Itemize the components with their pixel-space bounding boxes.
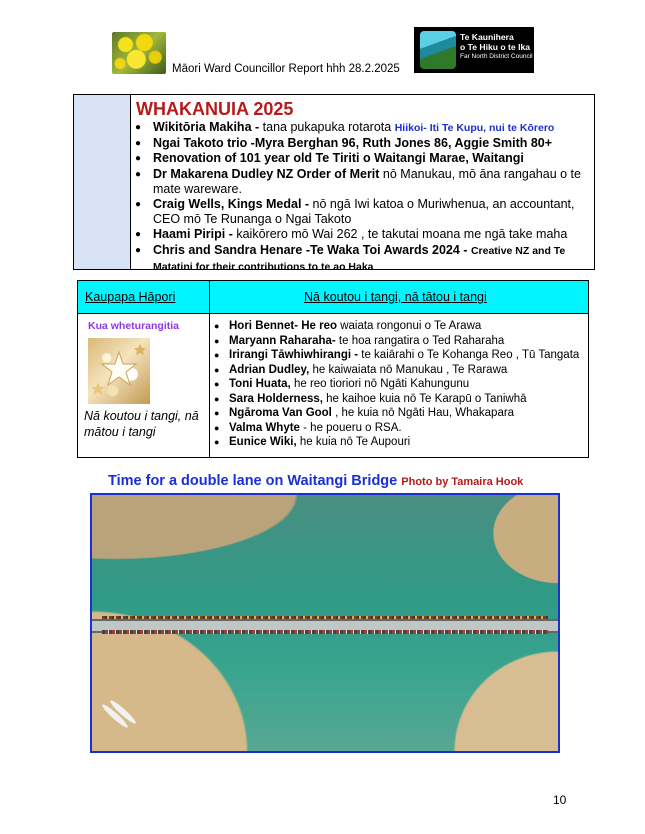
column-divider (209, 281, 210, 457)
list-item: ● Adrian Dudley, he kaiwaiata nō Manukau , Te Rarawa (213, 363, 583, 378)
list-item: ● Valma Whyte - he poueru o RSA. (213, 421, 583, 436)
whakanuia-box (73, 94, 595, 273)
list-item: ● Ngai Takoto trio -Myra Berghan 96, Ruth Jones 86, Aggie Smith 80+ (131, 136, 591, 151)
stars-image (88, 338, 150, 404)
logo-line-2: o Te Hiku o te Ika (460, 42, 531, 52)
page-number: 10 (553, 793, 567, 807)
list-item: ● Sara Holderness, he kaihoe kuia nō Te Karapū o Taniwhā (213, 392, 583, 407)
star-icon (88, 338, 150, 404)
council-emblem-icon (420, 31, 456, 69)
list-item: ● Craig Wells, Kings Medal - nō ngā Iwi katoa o Muriwhenua, an accountant, CEO mō Te Runanga o Ngai Takoto (131, 197, 591, 227)
list-item: ● Ngāroma Van Gool , he kuia nō Ngāti Hau, Whakapara (213, 406, 583, 421)
whakanuia-list (131, 120, 591, 275)
column-header-tangi: Nā koutou i tangi, nā tātou i tangi (304, 290, 487, 304)
list-item: ● Maryann Raharaha- te hoa rangatira o Ted Raharaha (213, 334, 583, 349)
photo-credit: Photo by Tamaira Hook (401, 476, 524, 488)
list-item: ● Eunice Wiki, he kuia nō Te Aupouri (213, 435, 583, 450)
tangi-list (213, 319, 583, 450)
list-item: ● Wikitōria Makiha - tana pukapuka rotarota Hiikoi- Iti Te Kupu, nui te Kōrero (131, 120, 591, 136)
bridge-title (108, 473, 523, 489)
list-item: ● Hori Bennet- He reo waiata rongonui o Te Arawa (213, 319, 583, 334)
bridge-crowd-south (102, 630, 548, 634)
logo-line-3: Far North District Council (460, 53, 533, 60)
list-item: ● Irirangi Tāwhiwhirangi - te kaiārahi o Te Kohanga Reo , Tū Tangata (213, 348, 583, 363)
kua-wheturangitia-label: Kua wheturangitia (88, 320, 180, 332)
list-item: ● Renovation of 101 year old Te Tiriti o Waitangi Marae, Waitangi (131, 151, 591, 166)
column-header-kaupapa: Kaupapa Hāpori (85, 290, 176, 304)
mourning-text: Nā koutou i tangi, nā mātou i tangi (84, 409, 199, 439)
list-item: ● Dr Makarena Dudley NZ Order of Merit nō Manukau, mō āna rangahau o te mate wareware. (131, 167, 591, 197)
council-logo (414, 27, 534, 73)
logo-line-1: Te Kaunihera (460, 32, 514, 42)
kowhai-flower-image (112, 32, 166, 74)
whakanuia-heading: WHAKANUIA 2025 (136, 99, 294, 119)
list-item: ● Chris and Sandra Henare -Te Waka Toi Awards 2024 - Creative NZ and Te Matatini for their contributions to te ao Haka (131, 243, 591, 275)
waitangi-bridge-photo (90, 493, 560, 753)
kaupapa-table (77, 280, 589, 458)
list-item: ● Toni Huata, he reo tioriori nō Ngāti Kahungunu (213, 377, 583, 392)
list-item: ● Haami Piripi - kaikōrero mō Wai 262 , te takutai moana me ngā take maha (131, 227, 591, 242)
whakanuia-side-column (74, 95, 131, 269)
council-logo-text (460, 32, 533, 62)
report-title: Māori Ward Councillor Report hhh 28.2.2025 (172, 63, 400, 75)
bridge-title-text: Time for a double lane on Waitangi Bridge (108, 473, 398, 489)
